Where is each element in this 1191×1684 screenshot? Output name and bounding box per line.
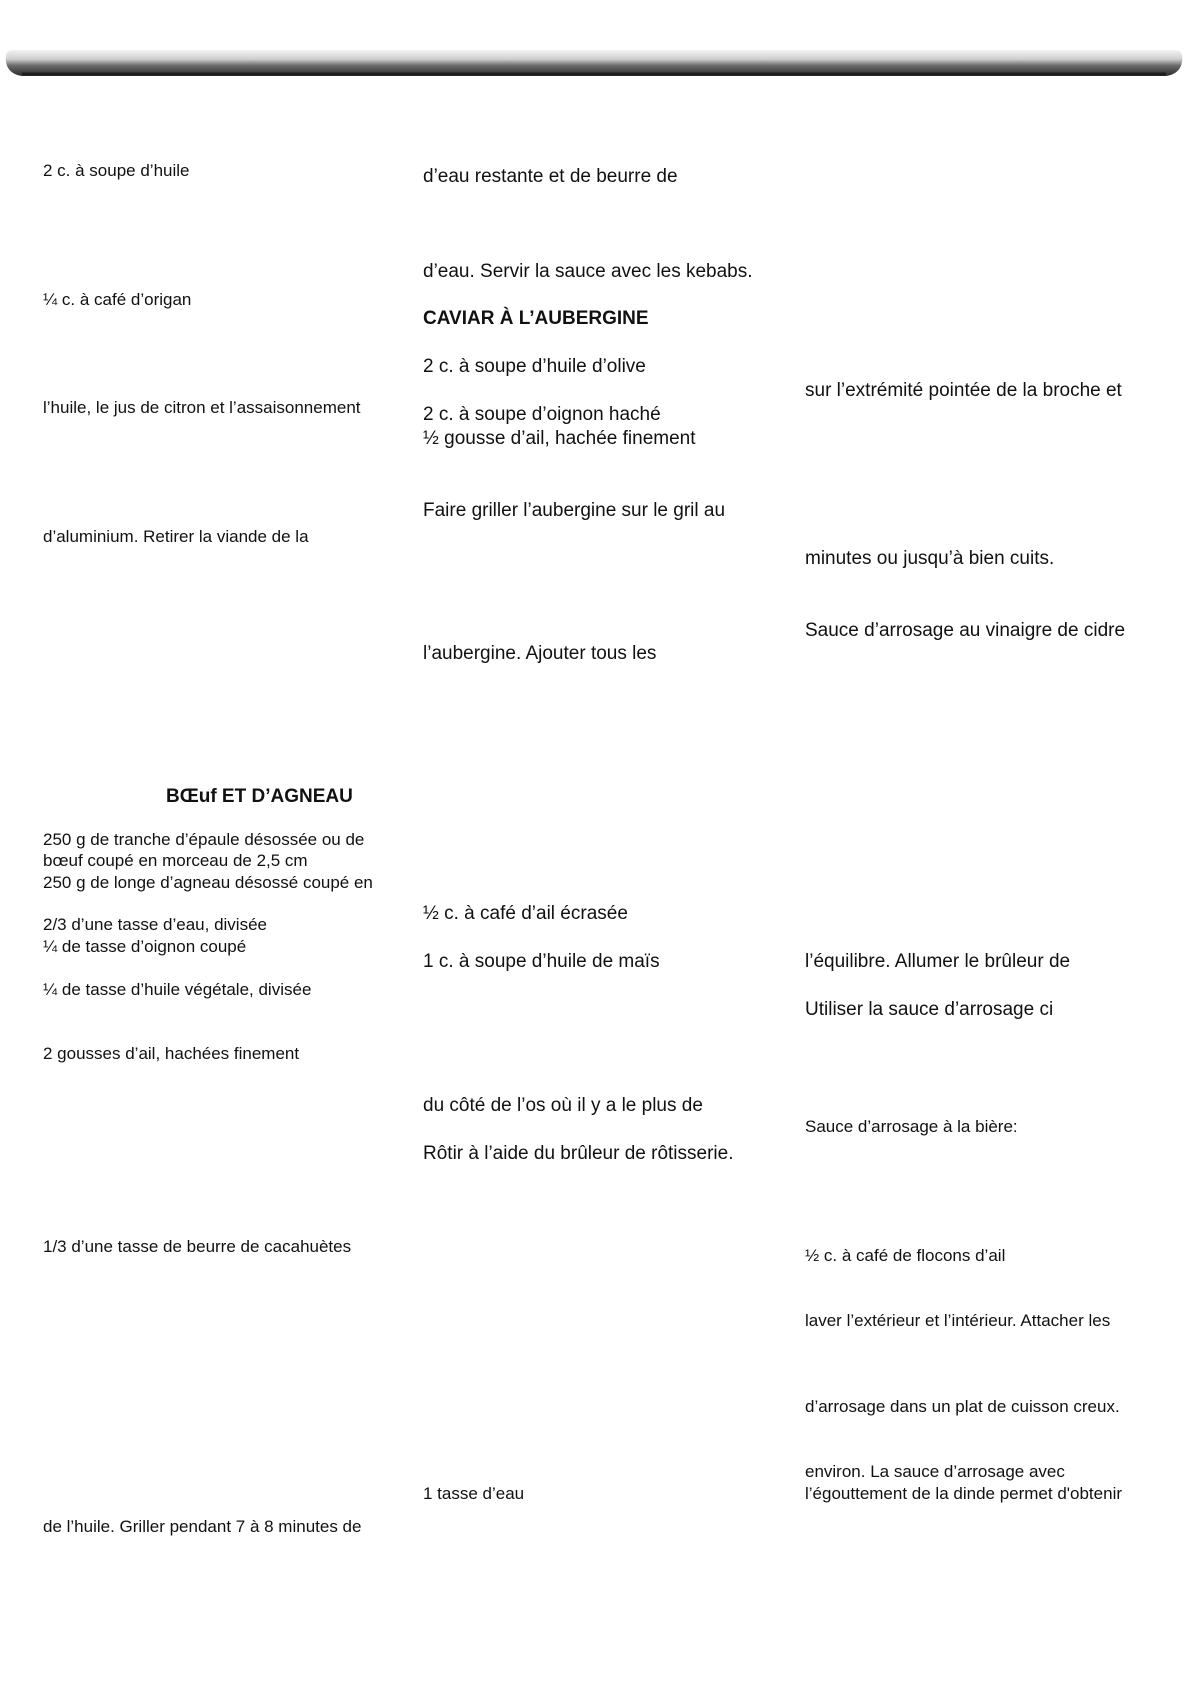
col2-line: d’eau restante et de beurre de: [423, 166, 678, 187]
col2-line: d’eau. Servir la sauce avec les kebabs.: [423, 261, 753, 282]
col1-line: 250 g de tranche d’épaule désossée ou de: [43, 830, 365, 849]
col3-line: sur l’extrémité pointée de la broche et: [805, 380, 1122, 401]
col3-line: d’arrosage dans un plat de cuisson creux.: [805, 1397, 1120, 1416]
col1-line: bœuf coupé en morceau de 2,5 cm: [43, 851, 308, 870]
col3-line: ½ c. à café de flocons d’ail: [805, 1246, 1006, 1265]
col2-line: ½ gousse d’ail, hachée finement: [423, 428, 696, 449]
col3-line: environ. La sauce d’arrosage avec: [805, 1462, 1065, 1481]
col1-line: d’aluminium. Retirer la viande de la: [43, 527, 309, 546]
col2-line: Faire griller l’aubergine sur le gril au: [423, 500, 726, 521]
col1-line: de l’huile. Griller pendant 7 à 8 minutes de: [43, 1517, 362, 1536]
col2-line: ½ c. à café d’ail écrasée: [423, 903, 628, 924]
col2-line: 1 c. à soupe d’huile de maïs: [423, 951, 660, 972]
col1-line: l’huile, le jus de citron et l’assaisonnement: [43, 398, 361, 417]
header-bar: [4, 44, 1184, 80]
col3-line: l’égouttement de la dinde permet d'obtenir: [805, 1484, 1123, 1503]
col3-line: minutes ou jusqu’à bien cuits.: [805, 548, 1055, 569]
col3-line: Sauce d’arrosage à la bière:: [805, 1117, 1018, 1136]
col1-line: ¼ de tasse d’oignon coupé: [43, 937, 247, 956]
col1-line: 2/3 d’une tasse d’eau, divisée: [43, 915, 267, 934]
col1-line: 2 gousses d’ail, hachées finement: [43, 1044, 300, 1063]
col3-line: l’équilibre. Allumer le brûleur de: [805, 951, 1071, 972]
section-heading-beef-lamb: BŒuf ET D’AGNEAU: [166, 786, 353, 807]
section-heading-eggplant-caviar: CAVIAR À L’AUBERGINE: [423, 308, 649, 329]
col1-line: ¼ c. à café d’origan: [43, 290, 192, 309]
col2-line: l’aubergine. Ajouter tous les: [423, 643, 657, 664]
col1-line: 1/3 d’une tasse de beurre de cacahuètes: [43, 1237, 352, 1256]
col3-line: Utiliser la sauce d’arrosage ci: [805, 999, 1054, 1020]
col2-line: 2 c. à soupe d’oignon haché: [423, 404, 661, 425]
col2-line: du côté de l’os où il y a le plus de: [423, 1095, 703, 1116]
col3-line: Sauce d’arrosage au vinaigre de cidre: [805, 620, 1126, 641]
col1-line: 2 c. à soupe d’huile: [43, 161, 190, 180]
col1-line: ¼ de tasse d’huile végétale, divisée: [43, 980, 312, 999]
col1-line: 250 g de longe d’agneau désossé coupé en: [43, 873, 373, 892]
col3-line: laver l’extérieur et l’intérieur. Attacher les: [805, 1311, 1111, 1330]
col2-line: Rôtir à l’aide du brûleur de rôtisserie.: [423, 1143, 734, 1164]
col2-line: 2 c. à soupe d’huile d’olive: [423, 356, 646, 377]
col2-line: 1 tasse d’eau: [423, 1484, 525, 1503]
